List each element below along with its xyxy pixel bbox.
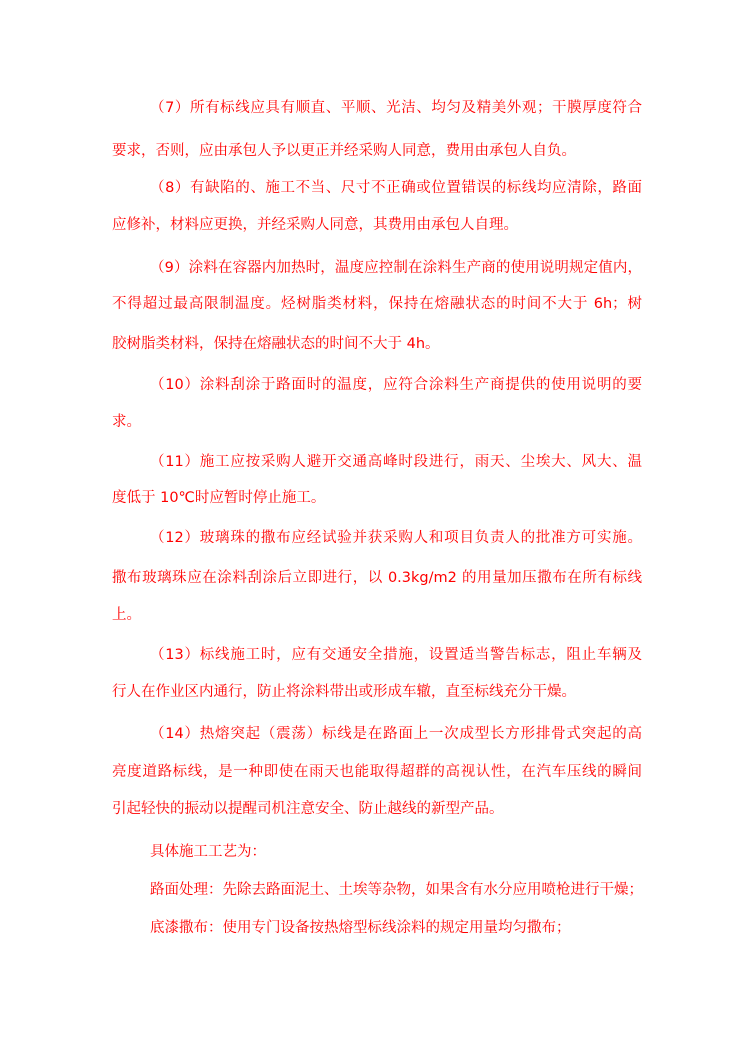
paragraph-9-line-2: 不得超过最高限制温度。烃树脂类材料，保持在熔融状态的时间不大于 6h；树 bbox=[112, 296, 642, 312]
process-intro: 具体施工工艺为： bbox=[150, 844, 266, 860]
paragraph-12-line-1: （12）玻璃珠的撒布应经试验并获采购人和项目负责人的批准方可实施。 bbox=[150, 530, 642, 546]
paragraph-14-line-3: 引起轻快的振动以提醒司机注意安全、防止越线的新型产品。 bbox=[112, 801, 504, 817]
paragraph-12-line-2: 撒布玻璃珠应在涂料刮涂后立即进行，以 0.3kg/m2 的用量加压撒布在所有标线 bbox=[112, 570, 642, 586]
paragraph-7-line-1: （7）所有标线应具有顺直、平顺、光洁、均匀及精美外观；干膜厚度符合 bbox=[150, 100, 642, 116]
paragraph-9-line-1: （9）涂料在容器内加热时，温度应控制在涂料生产商的使用说明规定值内， bbox=[150, 260, 642, 276]
paragraph-8-line-1: （8）有缺陷的、施工不当、尺寸不正确或位置错误的标线均应清除，路面 bbox=[150, 180, 642, 196]
paragraph-13-line-2: 行人在作业区内通行，防止将涂料带出或形成车辙，直至标线充分干燥。 bbox=[112, 684, 576, 700]
paragraph-14-line-2: 亮度道路标线，是一种即使在雨天也能取得超群的高视认性，在汽车压线的瞬间 bbox=[112, 764, 642, 780]
process-step-surface-treatment: 路面处理：先除去路面泥土、土埃等杂物，如果含有水分应用喷枪进行干燥； bbox=[150, 882, 643, 898]
paragraph-7-line-2: 要求，否则，应由承包人予以更正并经采购人同意，费用由承包人自负。 bbox=[112, 143, 576, 159]
paragraph-8-line-2: 应修补，材料应更换，并经采购人同意，其费用由承包人自理。 bbox=[112, 217, 518, 233]
paragraph-11-line-2: 度低于 10℃时应暂时停止施工。 bbox=[112, 490, 326, 506]
paragraph-12-line-3: 上。 bbox=[112, 607, 141, 623]
paragraph-9-line-3: 胶树脂类材料，保持在熔融状态的时间不大于 4h。 bbox=[112, 336, 440, 352]
process-step-primer-spreading: 底漆撒布：使用专门设备按热熔型标线涂料的规定用量均匀撒布； bbox=[150, 920, 571, 936]
paragraph-11-line-1: （11）施工应按采购人避开交通高峰时段进行，雨天、尘埃大、风大、温 bbox=[150, 454, 642, 470]
paragraph-10-line-1: （10）涂料刮涂于路面时的温度，应符合涂料生产商提供的使用说明的要 bbox=[150, 377, 642, 393]
paragraph-14-line-1: （14）热熔突起（震荡）标线是在路面上一次成型长方形排骨式突起的高 bbox=[150, 726, 642, 742]
paragraph-13-line-1: （13）标线施工时，应有交通安全措施，设置适当警告标志，阻止车辆及 bbox=[150, 647, 642, 663]
paragraph-10-line-2: 求。 bbox=[112, 414, 141, 430]
